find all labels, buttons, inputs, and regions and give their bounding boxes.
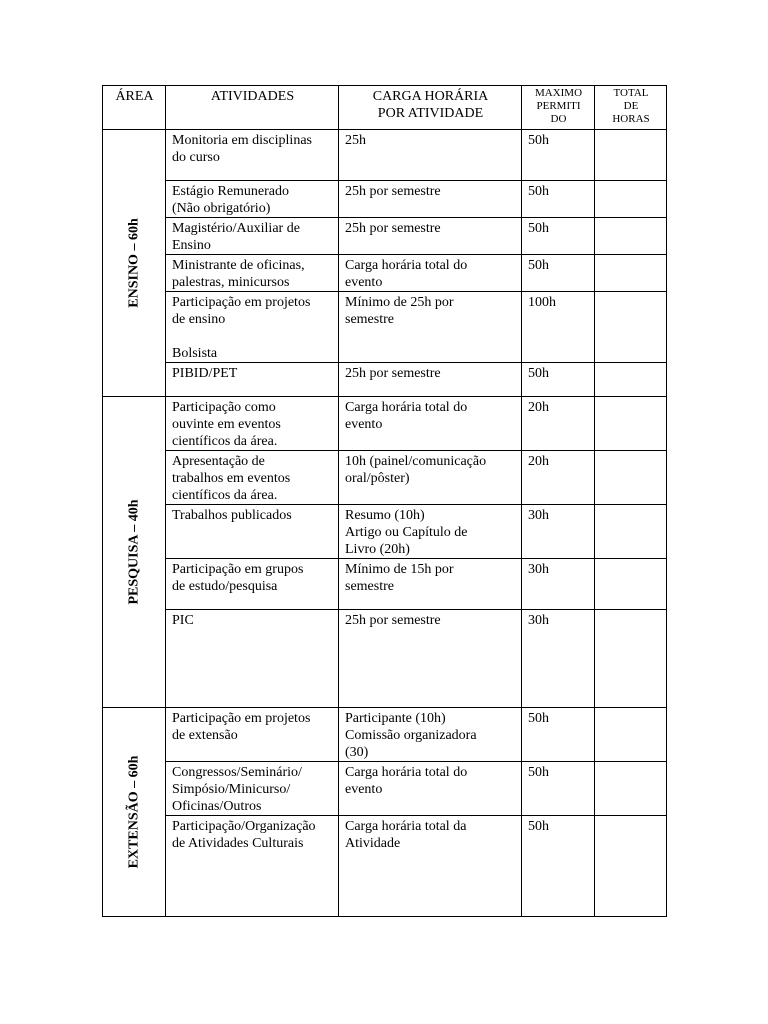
atividade-line: de ensino (172, 312, 226, 327)
maximo-cell: 100h (522, 292, 595, 363)
carga-cell (339, 181, 522, 218)
carga-cell (339, 218, 522, 255)
atividade-line: Ministrante de oficinas, (172, 258, 305, 273)
maximo-cell: 50h (522, 816, 595, 917)
maximo-cell: 30h (522, 505, 595, 559)
atividade-line: de estudo/pesquisa (172, 579, 278, 594)
carga-line: evento (345, 782, 383, 797)
header-maximo-line: DO (550, 113, 567, 125)
atividade-line: Participação em grupos (172, 562, 304, 577)
maximo-cell: 50h (522, 181, 595, 218)
carga-cell (339, 816, 522, 917)
carga-cell (339, 451, 522, 505)
atividade-cell (166, 218, 339, 255)
atividade-cell (166, 708, 339, 762)
header-total-line: HORAS (612, 113, 650, 125)
total-cell (595, 610, 667, 708)
total-cell (595, 505, 667, 559)
carga-line: Carga horária total do (345, 258, 468, 273)
maximo-cell: 50h (522, 708, 595, 762)
total-cell (595, 559, 667, 610)
table-row (103, 255, 667, 292)
maximo-cell: 30h (522, 559, 595, 610)
atividade-line: (Não obrigatório) (172, 201, 271, 216)
atividade-line: Oficinas/Outros (172, 799, 262, 814)
area-label: ENSINO – 60h (126, 218, 142, 308)
table-row (103, 451, 667, 505)
carga-cell (339, 363, 522, 397)
total-cell (595, 292, 667, 363)
atividade-line: de Atividades Culturais (172, 836, 304, 851)
carga-line: Comissão organizadora (345, 728, 477, 743)
carga-cell (339, 762, 522, 816)
carga-line: oral/pôster) (345, 471, 410, 486)
atividade-line: Participação/Organização (172, 819, 316, 834)
table-row (103, 397, 667, 451)
header-area: ÁREA (103, 86, 166, 130)
carga-line: semestre (345, 312, 394, 327)
carga-cell (339, 559, 522, 610)
carga-line: Participante (10h) (345, 711, 446, 726)
atividade-line: PIC (172, 613, 194, 628)
atividade-line: Bolsista (172, 346, 218, 361)
maximo-cell: 30h (522, 610, 595, 708)
table-body (103, 130, 667, 917)
atividade-line (172, 328, 333, 345)
carga-cell (339, 255, 522, 292)
total-cell (595, 397, 667, 451)
carga-line: (30) (345, 745, 369, 760)
table-row (103, 708, 667, 762)
carga-line: 25h por semestre (345, 184, 441, 199)
maximo-cell: 20h (522, 451, 595, 505)
activities-table (102, 85, 667, 917)
area-cell (103, 708, 166, 917)
header-maximo-line: MAXIMO (534, 87, 583, 99)
carga-line: evento (345, 275, 383, 290)
table-row (103, 292, 667, 363)
table-row (103, 130, 667, 181)
atividade-line: Congressos/Seminário/ (172, 765, 302, 780)
atividade-line: PIBID/PET (172, 366, 238, 381)
atividade-cell (166, 816, 339, 917)
atividade-cell (166, 610, 339, 708)
atividade-cell (166, 255, 339, 292)
area-cell (103, 397, 166, 708)
atividade-line: Monitoria em disciplinas (172, 133, 312, 148)
carga-line: 25h por semestre (345, 221, 441, 236)
header-row (103, 86, 667, 130)
carga-cell (339, 610, 522, 708)
maximo-cell: 50h (522, 255, 595, 292)
total-cell (595, 708, 667, 762)
carga-line: Mínimo de 25h por (345, 295, 454, 310)
carga-line: Atividade (345, 836, 401, 851)
carga-line: semestre (345, 579, 394, 594)
atividade-line: ouvinte em eventos (172, 417, 281, 432)
maximo-cell: 50h (522, 130, 595, 181)
atividade-cell (166, 181, 339, 218)
atividade-line: Magistério/Auxiliar de (172, 221, 300, 236)
header-maximo-line: PERMITI (536, 100, 581, 112)
atividade-cell (166, 130, 339, 181)
carga-line: 25h por semestre (345, 366, 441, 381)
carga-cell (339, 397, 522, 451)
atividade-cell (166, 559, 339, 610)
carga-line: Artigo ou Capítulo de (345, 525, 468, 540)
atividade-line: Trabalhos publicados (172, 508, 292, 523)
total-cell (595, 181, 667, 218)
atividade-line: Participação em projetos (172, 295, 311, 310)
carga-line: Carga horária total da (345, 819, 467, 834)
carga-line: Carga horária total do (345, 765, 468, 780)
total-cell (595, 363, 667, 397)
table-row (103, 181, 667, 218)
atividade-line: científicos da área. (172, 434, 278, 449)
area-cell (103, 130, 166, 397)
atividade-line: científicos da área. (172, 488, 278, 503)
table-row (103, 816, 667, 917)
table-row (103, 363, 667, 397)
total-cell (595, 218, 667, 255)
atividade-cell (166, 451, 339, 505)
maximo-cell: 50h (522, 762, 595, 816)
atividade-line: Estágio Remunerado (172, 184, 290, 199)
table-row (103, 559, 667, 610)
atividade-line: Participação em projetos (172, 711, 311, 726)
atividade-line: Participação como (172, 400, 276, 415)
total-cell (595, 816, 667, 917)
atividade-line: Simpósio/Minicurso/ (172, 782, 291, 797)
total-cell (595, 255, 667, 292)
maximo-cell: 50h (522, 218, 595, 255)
atividade-cell (166, 363, 339, 397)
atividade-cell (166, 292, 339, 363)
atividade-line: trabalhos em eventos (172, 471, 291, 486)
header-carga (339, 86, 522, 130)
area-label: PESQUISA – 40h (126, 499, 142, 605)
header-total (595, 86, 667, 130)
carga-line: 25h (345, 133, 366, 148)
carga-line: Carga horária total do (345, 400, 468, 415)
area-label: EXTENSÃO – 60h (126, 755, 142, 869)
carga-line: 10h (painel/comunicação (345, 454, 487, 469)
atividade-cell (166, 397, 339, 451)
total-cell (595, 451, 667, 505)
carga-cell (339, 130, 522, 181)
atividade-line: Apresentação de (172, 454, 265, 469)
maximo-cell: 50h (522, 363, 595, 397)
table-row (103, 762, 667, 816)
header-carga-line: POR ATIVIDADE (377, 106, 484, 121)
table-row (103, 505, 667, 559)
atividade-cell (166, 762, 339, 816)
carga-line: evento (345, 417, 383, 432)
carga-cell (339, 708, 522, 762)
atividade-line: do curso (172, 150, 220, 165)
table-row (103, 610, 667, 708)
atividade-line: de extensão (172, 728, 238, 743)
total-cell (595, 130, 667, 181)
header-maximo (522, 86, 595, 130)
carga-line: Livro (20h) (345, 542, 410, 557)
carga-line: 25h por semestre (345, 613, 441, 628)
carga-cell (339, 292, 522, 363)
carga-line: Resumo (10h) (345, 508, 425, 523)
atividade-line: palestras, minicursos (172, 275, 290, 290)
header-total-line: DE (623, 100, 639, 112)
carga-line: Mínimo de 15h por (345, 562, 454, 577)
header-total-line: TOTAL (613, 87, 649, 99)
atividade-line: Ensino (172, 238, 211, 253)
table-row (103, 218, 667, 255)
header-atividades: ATIVIDADES (166, 86, 339, 130)
carga-cell (339, 505, 522, 559)
atividade-cell (166, 505, 339, 559)
header-carga-line: CARGA HORÁRIA (372, 89, 489, 104)
total-cell (595, 762, 667, 816)
maximo-cell: 20h (522, 397, 595, 451)
